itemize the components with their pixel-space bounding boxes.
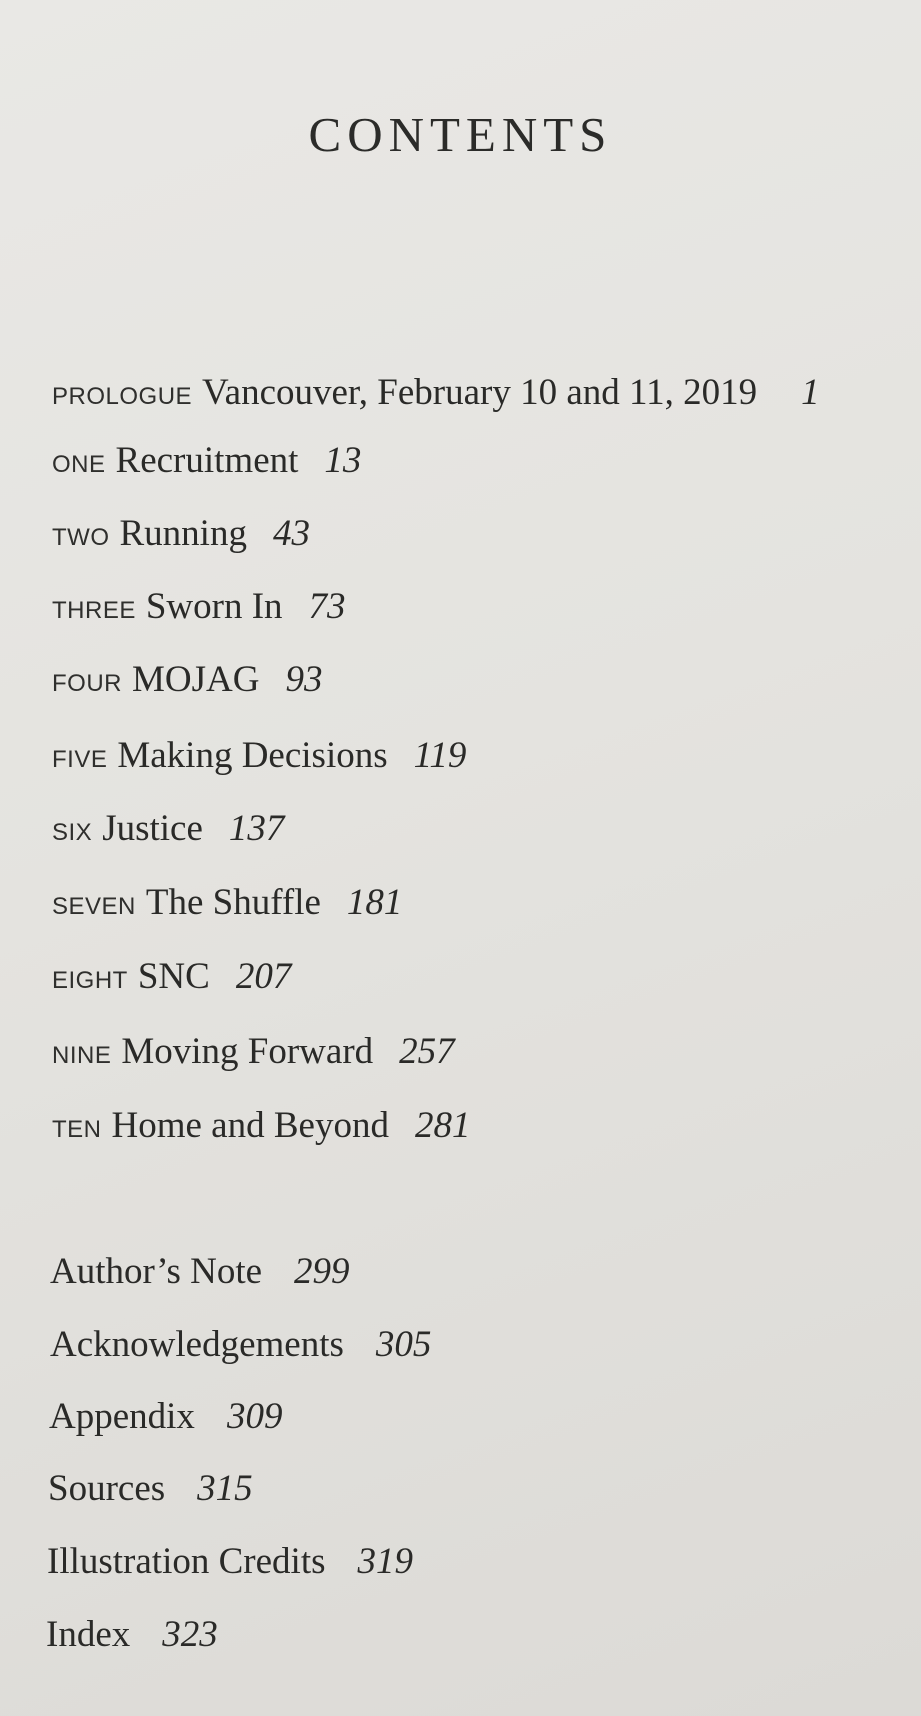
page-number: 207 <box>235 956 292 997</box>
toc-entry-five[interactable] <box>52 737 466 774</box>
chapter-label: TWO <box>52 524 110 551</box>
chapter-title: Home and Beyond <box>111 1105 389 1146</box>
back-matter-title: Author’s Note <box>50 1251 263 1292</box>
page-number: 43 <box>272 513 310 554</box>
chapter-label: FOUR <box>52 670 122 697</box>
page-number: 315 <box>197 1468 253 1509</box>
toc-entry-sources[interactable] <box>48 1470 253 1507</box>
chapter-title: Recruitment <box>115 440 299 481</box>
chapter-label: EIGHT <box>52 967 128 994</box>
chapter-label: ONE <box>52 451 106 478</box>
chapter-label: FIVE <box>52 746 108 773</box>
chapter-label: PROLOGUE <box>52 383 193 410</box>
page-title: CONTENTS <box>308 107 613 162</box>
chapter-title: Making Decisions <box>117 735 388 776</box>
page-number: 257 <box>399 1031 455 1072</box>
toc-entry-eight[interactable] <box>52 958 291 995</box>
page-number: 13 <box>324 440 362 481</box>
page-number: 299 <box>294 1251 350 1292</box>
toc-entry-acknowledgements[interactable] <box>50 1326 431 1363</box>
chapter-title: Justice <box>102 808 203 849</box>
back-matter-title: Sources <box>48 1468 166 1509</box>
page-number: 73 <box>308 586 346 627</box>
chapter-title: MOJAG <box>132 659 260 700</box>
toc-entry-authors-note[interactable] <box>50 1253 350 1290</box>
page-number: 319 <box>357 1541 413 1582</box>
page-number: 281 <box>414 1105 471 1146</box>
toc-entry-one[interactable] <box>52 442 361 479</box>
toc-entry-index[interactable] <box>46 1616 218 1653</box>
chapter-title: SNC <box>137 956 210 997</box>
toc-entry-seven[interactable] <box>52 884 402 921</box>
chapter-label: THREE <box>52 597 136 624</box>
toc-entry-nine[interactable] <box>52 1033 455 1070</box>
chapter-title: Sworn In <box>145 586 283 627</box>
chapter-label: SIX <box>52 819 93 846</box>
chapter-title: Vancouver, February 10 and 11, 2019 <box>202 372 758 413</box>
page-number: 1 <box>801 372 820 413</box>
page-number: 181 <box>346 882 403 923</box>
toc-entry-prologue[interactable] <box>52 374 820 411</box>
toc-entry-four[interactable] <box>52 661 322 698</box>
toc-entry-two[interactable] <box>52 515 310 552</box>
toc-entry-ten[interactable] <box>52 1107 470 1144</box>
page-number: 93 <box>285 659 323 700</box>
chapter-label: SEVEN <box>52 893 136 920</box>
back-matter-title: Illustration Credits <box>47 1541 326 1582</box>
page-number: 323 <box>162 1614 218 1655</box>
chapter-label: TEN <box>52 1116 102 1143</box>
toc-entry-appendix[interactable] <box>49 1398 282 1435</box>
chapter-label: NINE <box>52 1042 112 1069</box>
back-matter-title: Appendix <box>49 1396 195 1437</box>
chapter-title: Moving Forward <box>121 1031 374 1072</box>
back-matter-title: Index <box>46 1614 131 1655</box>
chapter-title: Running <box>119 513 247 554</box>
page-number: 309 <box>226 1396 283 1437</box>
toc-entry-six[interactable] <box>52 810 284 847</box>
chapter-title: The Shuffle <box>145 882 321 923</box>
toc-entry-three[interactable] <box>52 588 346 625</box>
back-matter-title: Acknowledgements <box>50 1324 344 1365</box>
page-number: 305 <box>375 1324 432 1365</box>
toc-entry-illustration-credits[interactable] <box>47 1543 413 1580</box>
page-number: 119 <box>413 735 467 776</box>
page-number: 137 <box>228 808 285 849</box>
